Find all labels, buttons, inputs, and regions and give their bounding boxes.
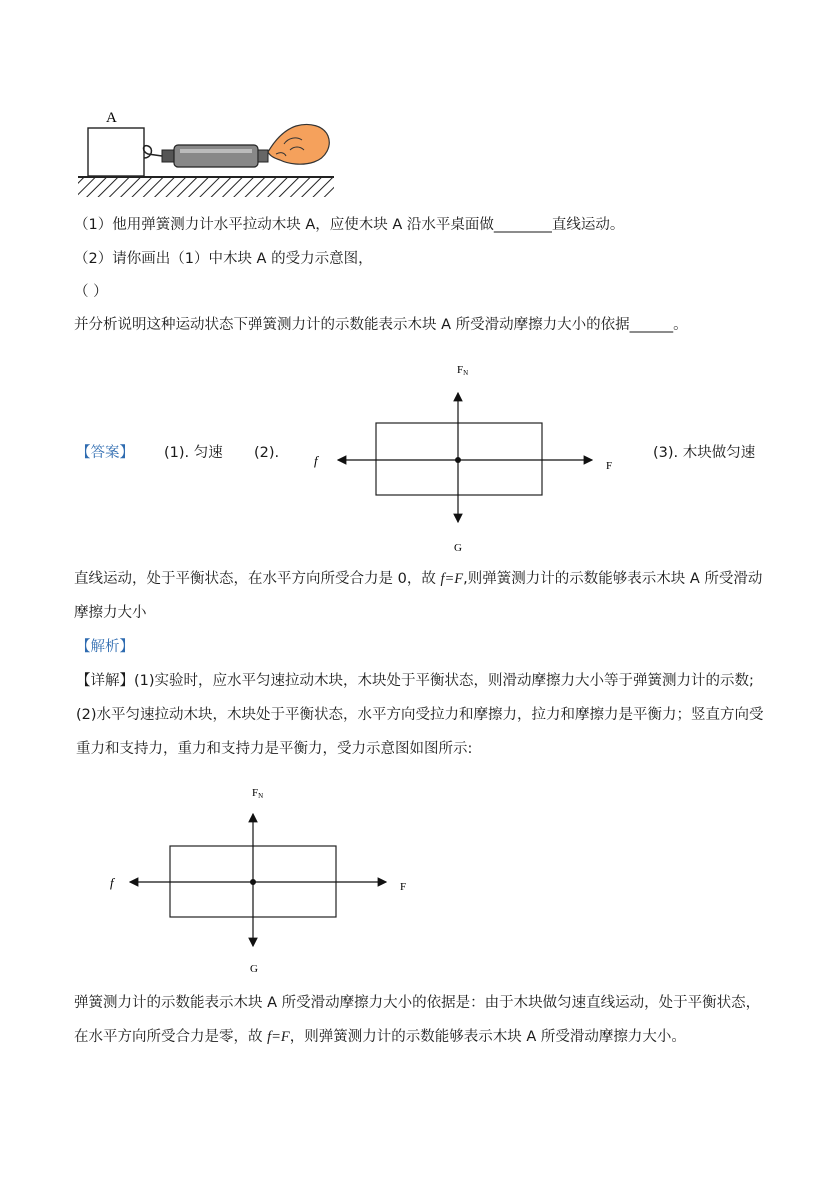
center-point <box>455 457 461 463</box>
f-equals-F: f=F <box>440 571 464 587</box>
spring-scale-body <box>174 145 258 167</box>
answer-part-1: (1). 匀速 <box>164 445 223 461</box>
force-diagram-detail <box>100 780 430 985</box>
answer-part-3: (3). 木块做匀速 <box>653 445 756 461</box>
block-label: A <box>106 110 117 126</box>
spring-scale-end <box>162 150 174 162</box>
pull-force-label: F <box>606 460 613 472</box>
normal-force-label: FN <box>252 787 264 800</box>
center-point <box>250 879 256 885</box>
gravity-label: G <box>250 963 258 975</box>
friction-label: f <box>110 875 114 890</box>
detail-line-2: (2)水平匀速拉动木块，木块处于平衡状态，水平方向受拉力和摩擦力，拉力和摩擦力是平衡力；竖直方向受 <box>76 707 764 723</box>
force-diagram-answer <box>300 355 630 560</box>
answer-tag: 【答案】 <box>76 445 134 461</box>
wooden-block-a <box>88 128 144 176</box>
f-equals-F: f=F <box>267 1029 290 1045</box>
detail-tag: 【详解】 <box>76 673 134 689</box>
question-2: （2）请你画出（1）中木块 A 的受力示意图， <box>74 251 373 267</box>
friction-label: f <box>314 453 318 468</box>
answer-line-2: 直线运动，处于平衡状态，在水平方向所受合力是 0，故 f=F,则弹簧测力计的示数能够表示木块 A 所受滑动 <box>74 571 763 587</box>
question-3: 并分析说明这种运动状态下弹簧测力计的示数能表示木块 A 所受滑动摩擦力大小的依据______。 <box>74 317 688 333</box>
apparatus-figure <box>70 100 340 202</box>
conclusion-line-1: 弹簧测力计的示数能表示木块 A 所受滑动摩擦力大小的依据是：由于木块做匀速直线运动，处于平衡状态， <box>74 995 761 1011</box>
detail-line-3: 重力和支持力，重力和支持力是平衡力，受力示意图如图所示: <box>76 741 473 757</box>
answer-part-2: (2). <box>254 445 280 461</box>
hook-icon <box>144 146 163 158</box>
gravity-label: G <box>454 542 462 554</box>
hand-icon <box>268 124 329 164</box>
pull-force-label: F <box>400 881 407 893</box>
conclusion-line-2: 在水平方向所受合力是零，故 f=F，则弹簧测力计的示数能够表示木块 A 所受滑动摩擦力大小。 <box>74 1029 686 1045</box>
detail-line-1: 【详解】(1)实验时，应水平匀速拉动木块，木块处于平衡状态，则滑动摩擦力大小等于弹簧测力计的示数; <box>76 673 754 689</box>
question-2-blank: （ ） <box>74 284 108 300</box>
answer-line-3: 摩擦力大小 <box>74 605 147 621</box>
question-1: （1）他用弹簧测力计水平拉动木块 A，应使木块 A 沿水平桌面做________直线运动。 <box>74 217 625 233</box>
table-hatching <box>78 178 334 197</box>
normal-force-label: FN <box>457 364 469 377</box>
analysis-tag: 【解析】 <box>76 639 134 655</box>
